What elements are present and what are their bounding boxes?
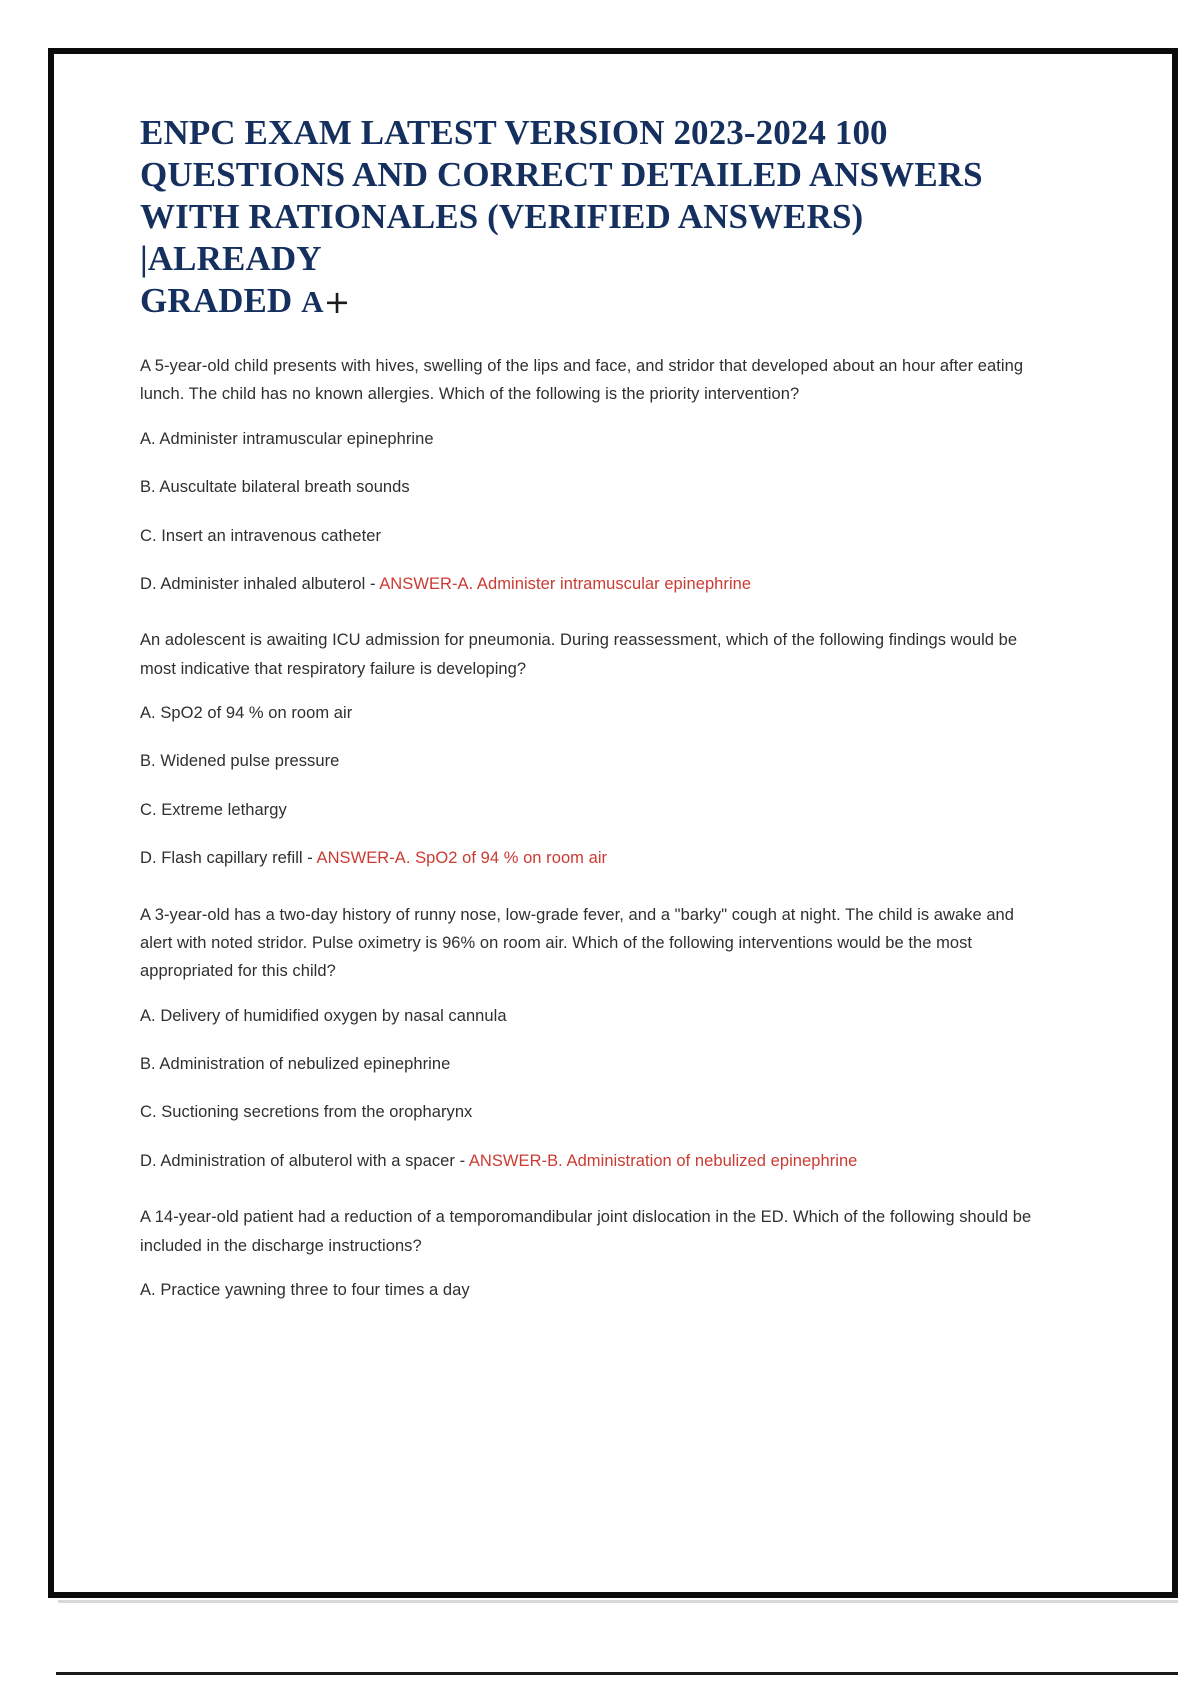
correct-answer-text: ANSWER-B. Administration of nebulized epinephrine [468, 1151, 858, 1170]
correct-answer-text: ANSWER-A. Administer intramuscular epinephrine [379, 574, 752, 593]
page-title-line-2: QUESTIONS AND CORRECT DETAILED ANSWERS [140, 155, 983, 194]
answer-option-label: C. Insert an intravenous catheter [140, 526, 382, 545]
page-content [54, 54, 1172, 1592]
page-title-line-1: ENPC EXAM LATEST VERSION 2023-2024 100 [140, 113, 888, 152]
question-block [140, 901, 1084, 1176]
question-stem: A 5-year-old child presents with hives, swelling of the lips and face, and stridor that developed about an hour after eating lunch. The child has no known allergies. Which of the following is the priority intervention? [140, 357, 1024, 404]
answer-option [140, 747, 1070, 775]
plus-icon: + [323, 283, 351, 321]
questions-list [140, 352, 1084, 1304]
question-block [140, 1203, 1084, 1304]
answer-option-label: A. Administer intramuscular epinephrine [140, 429, 434, 448]
answer-option-label: C. Suctioning secretions from the oropharynx [140, 1103, 473, 1122]
answer-option-label: A. Delivery of humidified oxygen by nasal cannula [140, 1006, 507, 1025]
answer-option [140, 473, 1070, 501]
page-title [140, 112, 1045, 322]
question-stem: A 3-year-old has a two-day history of runny nose, low-grade fever, and a "barky" cough at night. The child is awake and alert with noted stridor. Pulse oximetry is 96% on room air. Which of the following interventions would be the most appropriated for this child? [140, 905, 1015, 981]
answer-option [140, 1098, 1070, 1126]
answer-option-label: B. Widened pulse pressure [140, 752, 340, 771]
answer-option-label: A. Practice yawning three to four times a day [140, 1280, 470, 1299]
answer-option-label: D. Administer inhaled albuterol - [140, 574, 380, 593]
question-stem: A 14-year-old patient had a reduction of a temporomandibular joint dislocation in the ED. Which of the following should be included in the discharge instructions? [140, 1208, 1032, 1255]
next-page-divider [56, 1672, 1178, 1675]
answer-option-label: D. Flash capillary refill - [140, 849, 317, 868]
page-title-grade-letter: A [301, 284, 324, 319]
answer-option [140, 844, 1070, 872]
answer-option [140, 1147, 1070, 1175]
answer-option [140, 425, 1070, 453]
answer-option [140, 796, 1070, 824]
correct-answer-text: ANSWER-A. SpO2 of 94 % on room air [316, 849, 608, 868]
question-block [140, 352, 1084, 598]
page-title-line-4: GRADED [140, 281, 302, 320]
answer-option [140, 1050, 1070, 1078]
answer-option-label: B. Administration of nebulized epinephrine [140, 1055, 451, 1073]
answer-option-label: A. SpO2 of 94 % on room air [140, 704, 353, 722]
answer-option [140, 522, 1070, 550]
answer-option [140, 1276, 1070, 1304]
page-title-line-3: WITH RATIONALES (VERIFIED ANSWERS) |ALREADY [140, 197, 864, 278]
document-page [48, 48, 1178, 1598]
answer-option [140, 570, 1070, 598]
question-stem: An adolescent is awaiting ICU admission for pneumonia. During reassessment, which of the following findings would be most indicative that respiratory failure is developing? [140, 631, 1018, 678]
answer-option-label: D. Administration of albuterol with a spacer - [140, 1151, 469, 1170]
answer-option-label: C. Extreme lethargy [140, 800, 287, 819]
question-block [140, 626, 1084, 872]
answer-option-label: B. Auscultate bilateral breath sounds [140, 478, 410, 497]
answer-option [140, 1002, 1070, 1030]
answer-option [140, 699, 1070, 727]
